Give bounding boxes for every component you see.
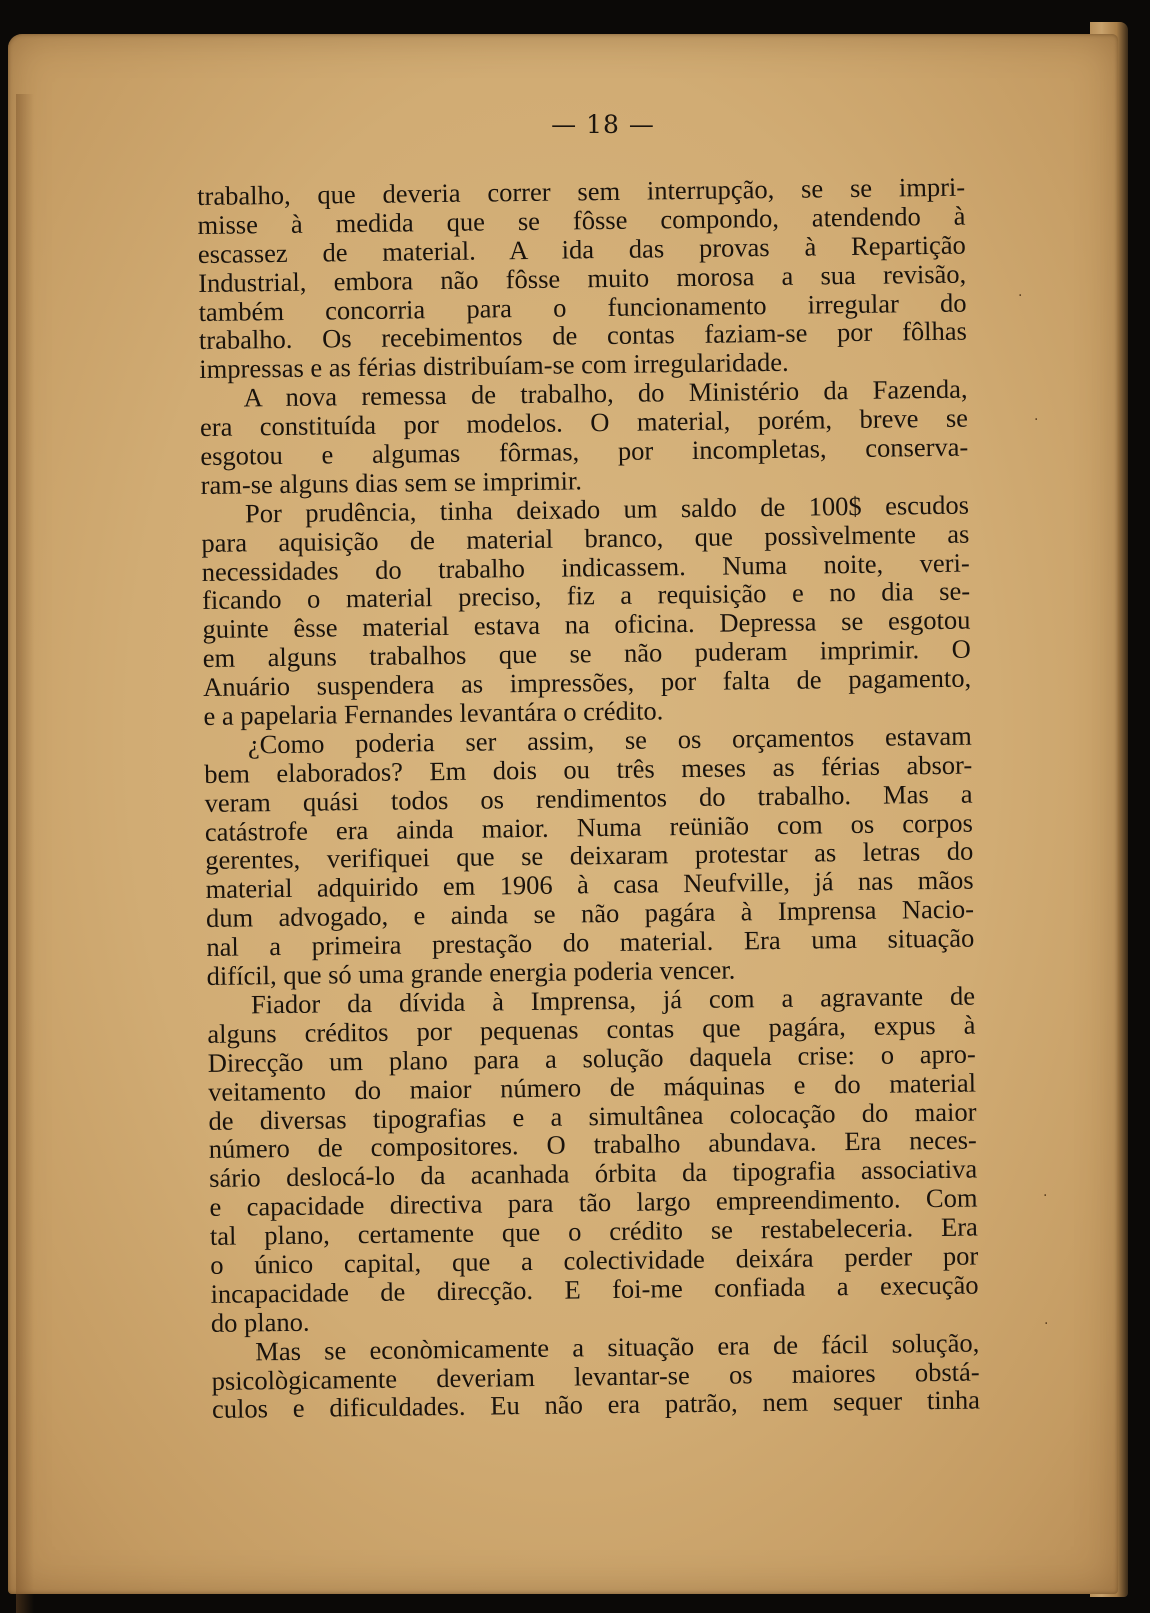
text-line: o único capital, que a colectividade deixára perder por xyxy=(210,1240,979,1280)
text-line: trabalho, que deveria correr sem interrupção, se se impri- xyxy=(196,171,966,211)
text-line: difícil, que só uma grande energia poderia vencer. xyxy=(206,954,736,991)
text-line: alguns créditos por pequenas contas que pagára, expus à xyxy=(207,1009,976,1049)
text-line: psicològicamente deveriam levantar-se os maiores obstá- xyxy=(211,1356,980,1396)
text-line: e capacidade directiva para tão largo empreendimento. Com xyxy=(209,1182,978,1223)
margin-speck: · xyxy=(1018,288,1023,304)
text-line: Fiador da dívida à Imprensa, já com a agravante de xyxy=(250,980,976,1020)
text-line: veitamento do maior número de máquinas e do material xyxy=(207,1067,977,1107)
margin-speck: · xyxy=(1044,1316,1049,1332)
text-line: Anuário suspendera as impressões, por falta de pagamento, xyxy=(202,662,972,703)
text-line: culos e dificuldades. Eu não era patrão, nem sequer tinha xyxy=(211,1384,981,1425)
text-line: trabalho. Os recebimentos de contas faziam-se por fôlhas xyxy=(198,316,968,356)
text-line: escassez de material. A ida das provas à Repartição xyxy=(197,229,967,269)
text-line: incapacidade de direcção. E foi-me confiada a execução xyxy=(210,1269,979,1309)
text-line: impressas e as férias distribuíam-se com irregularidade. xyxy=(199,347,789,385)
text-line: esgotou e algumas fôrmas, por incompletas, conserva- xyxy=(200,431,969,471)
text-line: para aquisição de material branco, que possìvelmente as xyxy=(201,518,970,558)
text-line: nal a primeira prestação do material. Era uma situação xyxy=(206,922,975,963)
text-line: sário deslocá-lo da acanhada órbita da tipografia associativa xyxy=(208,1153,978,1194)
text-line: guinte êsse material estava na oficina. Depressa se esgotou xyxy=(202,604,971,645)
text-line: Mas se econòmicamente a situação era de fácil solução, xyxy=(255,1327,980,1366)
text-line: dum advogado, e ainda se não pagára à Imprensa Nacio- xyxy=(205,893,975,934)
text-line: e a papelaria Fernandes levantára o crédito. xyxy=(203,695,664,731)
margin-speck: · xyxy=(1043,1188,1048,1204)
page-left-shadow xyxy=(16,94,34,1613)
text-line: número de compositores. O trabalho abundava. Era neces- xyxy=(208,1124,977,1165)
text-line: Industrial, embora não fôsse muito morosa a sua revisão, xyxy=(198,258,967,298)
text-line: catástrofe era ainda maior. Numa reünião com os corpos xyxy=(204,807,974,847)
text-line: era constituída por modelos. O material, porém, breve se xyxy=(199,402,969,443)
text-line: ficando o material preciso, fiz a requisição e no dia se- xyxy=(201,576,971,616)
text-line: gerentes, verifiquei que se deixaram protestar as letras do xyxy=(205,836,974,876)
text-line: em alguns trabalhos que se não puderam imprimir. O xyxy=(202,633,971,674)
text-line: ¿Como poderia ser assim, se os orçamentos estavam xyxy=(247,720,973,760)
text-line: ram-se alguns dias sem se imprimir. xyxy=(200,465,583,500)
text-line: bem elaborados? Em dois ou três meses as férias absor- xyxy=(204,749,973,789)
body-text xyxy=(197,173,980,1425)
text-line: material adquirido em 1906 à casa Neufville, já nas mãos xyxy=(205,864,974,905)
text-line: do plano. xyxy=(210,1306,310,1338)
page-number: — 18 — xyxy=(551,110,655,139)
text-line: de diversas tipografias e a simultânea colocação do maior xyxy=(208,1096,977,1136)
text-line: necessidades do trabalho indicassem. Numa noite, veri- xyxy=(201,547,970,587)
text-line: veram quási todos os rendimentos do trabalho. Mas a xyxy=(204,778,973,818)
text-line: Por prudência, tinha deixado um saldo de 100$ escudos xyxy=(244,489,970,529)
text-line: A nova remessa de trabalho, do Ministério da Fazenda, xyxy=(243,373,968,413)
margin-speck: · xyxy=(1034,412,1039,428)
text-line: também concorria para o funcionamento irregular do xyxy=(198,287,967,327)
text-line: misse à medida que se fôsse compondo, atendendo à xyxy=(197,200,966,240)
text-line: tal plano, certamente que o crédito se restabeleceria. Era xyxy=(209,1211,979,1251)
text-line: Direcção um plano para a solução daquela crise: o apro- xyxy=(207,1038,976,1078)
